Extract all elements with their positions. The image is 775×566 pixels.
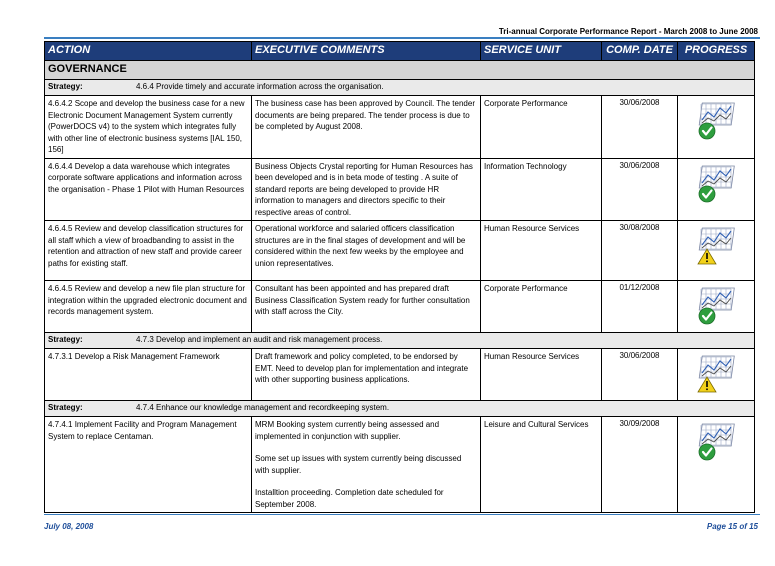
completion-date-cell: 30/06/2008 bbox=[602, 96, 678, 159]
service-unit-cell: Corporate Performance bbox=[481, 96, 602, 159]
chart-check-icon bbox=[697, 127, 735, 144]
action-cell: 4.6.4.4 Develop a data warehouse which integrates corporate software applications and information across the organisation - Phase 1 Pilot with Human Resources bbox=[45, 158, 252, 221]
chart-warning-icon bbox=[697, 380, 735, 397]
table-body bbox=[45, 61, 755, 513]
strategy-text: 4.7.3 Develop and implement an audit and risk management process. bbox=[136, 335, 383, 344]
strategy-row bbox=[45, 80, 755, 96]
table-header-row bbox=[45, 42, 755, 61]
strategy-text: 4.7.4 Enhance our knowledge management and recordkeeping system. bbox=[136, 403, 390, 412]
section-row bbox=[45, 61, 755, 80]
progress-cell bbox=[678, 158, 755, 221]
strategy-label: Strategy: bbox=[48, 82, 83, 91]
service-unit-cell: Leisure and Cultural Services bbox=[481, 417, 602, 513]
action-cell: 4.7.4.1 Implement Facility and Program Management System to replace Centaman. bbox=[45, 417, 252, 513]
strategy-row bbox=[45, 333, 755, 349]
progress-cell bbox=[678, 417, 755, 513]
performance-table bbox=[44, 41, 755, 513]
section-title: GOVERNANCE bbox=[45, 61, 755, 80]
comment-paragraph: The business case has been approved by Council. The tender documents are being prepared. The tender process is due to be completed by August 2008. bbox=[255, 99, 475, 131]
action-cell: 4.6.4.5 Review and develop classification structures for all staff which a view of broadbanding to assist in the retention and attraction of new staff and provide career paths for existing staff. bbox=[45, 221, 252, 281]
col-header-date: COMP. DATE bbox=[602, 42, 678, 61]
comment-paragraph: Operational workforce and salaried officers classification structures are in the final stages of development and will be considered within the next few weeks by the employee and union representatives. bbox=[255, 224, 466, 268]
comments-cell bbox=[252, 158, 481, 221]
service-unit-cell: Human Resource Services bbox=[481, 221, 602, 281]
progress-cell bbox=[678, 96, 755, 159]
service-unit-cell: Human Resource Services bbox=[481, 349, 602, 401]
action-cell: 4.7.3.1 Develop a Risk Management Framework bbox=[45, 349, 252, 401]
action-cell: 4.6.4.2 Scope and develop the business case for a new Electronic Document Management System currently (PowerDOCS v4) to the system which integrates fully with other line of electronic business systems [IAL 150, 156] bbox=[45, 96, 252, 159]
footer-date: July 08, 2008 bbox=[44, 522, 94, 531]
chart-check-icon bbox=[697, 448, 735, 465]
table-row bbox=[45, 417, 755, 513]
comment-paragraph: Some set up issues with system currently being discussed with supplier. bbox=[255, 454, 462, 475]
strategy-label: Strategy: bbox=[48, 403, 83, 412]
col-header-action: ACTION bbox=[45, 42, 252, 61]
col-header-comments: EXECUTIVE COMMENTS bbox=[252, 42, 481, 61]
comments-cell bbox=[252, 417, 481, 513]
chart-check-icon bbox=[697, 190, 735, 207]
report-title: Tri-annual Corporate Performance Report - March 2008 to June 2008 bbox=[498, 27, 758, 36]
progress-cell bbox=[678, 349, 755, 401]
footer-page-number: Page 15 of 15 bbox=[706, 522, 758, 531]
comment-paragraph: Consultant has been appointed and has prepared draft Business Classification System ready for further consultation with staff across the City. bbox=[255, 284, 470, 316]
strategy-row bbox=[45, 401, 755, 417]
chart-check-icon bbox=[697, 312, 735, 329]
comments-cell bbox=[252, 281, 481, 333]
header-rule bbox=[44, 37, 760, 39]
completion-date-cell: 30/06/2008 bbox=[602, 349, 678, 401]
comments-cell bbox=[252, 349, 481, 401]
table-row bbox=[45, 281, 755, 333]
table-row bbox=[45, 96, 755, 159]
comments-cell bbox=[252, 96, 481, 159]
col-header-unit: SERVICE UNIT bbox=[481, 42, 602, 61]
completion-date-cell: 30/09/2008 bbox=[602, 417, 678, 513]
comment-paragraph: MRM Booking system currently being assessed and implemented in conjunction with supplier. bbox=[255, 420, 440, 441]
strategy-text: 4.6.4 Provide timely and accurate information across the organisation. bbox=[136, 82, 384, 91]
service-unit-cell: Corporate Performance bbox=[481, 281, 602, 333]
strategy-label: Strategy: bbox=[48, 335, 83, 344]
table-row bbox=[45, 349, 755, 401]
progress-cell bbox=[678, 281, 755, 333]
comment-paragraph: Installtion proceeding. Completion date scheduled for September 2008. bbox=[255, 488, 444, 509]
col-header-progress: PROGRESS bbox=[678, 42, 755, 61]
chart-warning-icon bbox=[697, 252, 735, 269]
comments-cell bbox=[252, 221, 481, 281]
action-cell: 4.6.4.5 Review and develop a new file plan structure for integration within the upgraded electronic document and records management system. bbox=[45, 281, 252, 333]
table-row bbox=[45, 221, 755, 281]
comment-paragraph: Draft framework and policy completed, to be endorsed by EMT. Need to develop plan for implementation and integrate with other supporting business applications. bbox=[255, 352, 469, 384]
completion-date-cell: 01/12/2008 bbox=[602, 281, 678, 333]
footer-rule bbox=[44, 514, 760, 515]
table-row bbox=[45, 158, 755, 221]
completion-date-cell: 30/06/2008 bbox=[602, 158, 678, 221]
progress-cell bbox=[678, 221, 755, 281]
completion-date-cell: 30/08/2008 bbox=[602, 221, 678, 281]
comment-paragraph: Business Objects Crystal reporting for Human Resources has been developed and is in beta mode of testing . A suite of standard reports are being developed to provide HR information to managers and directors specific to their respective areas of control. bbox=[255, 161, 473, 217]
service-unit-cell: Information Technology bbox=[481, 158, 602, 221]
